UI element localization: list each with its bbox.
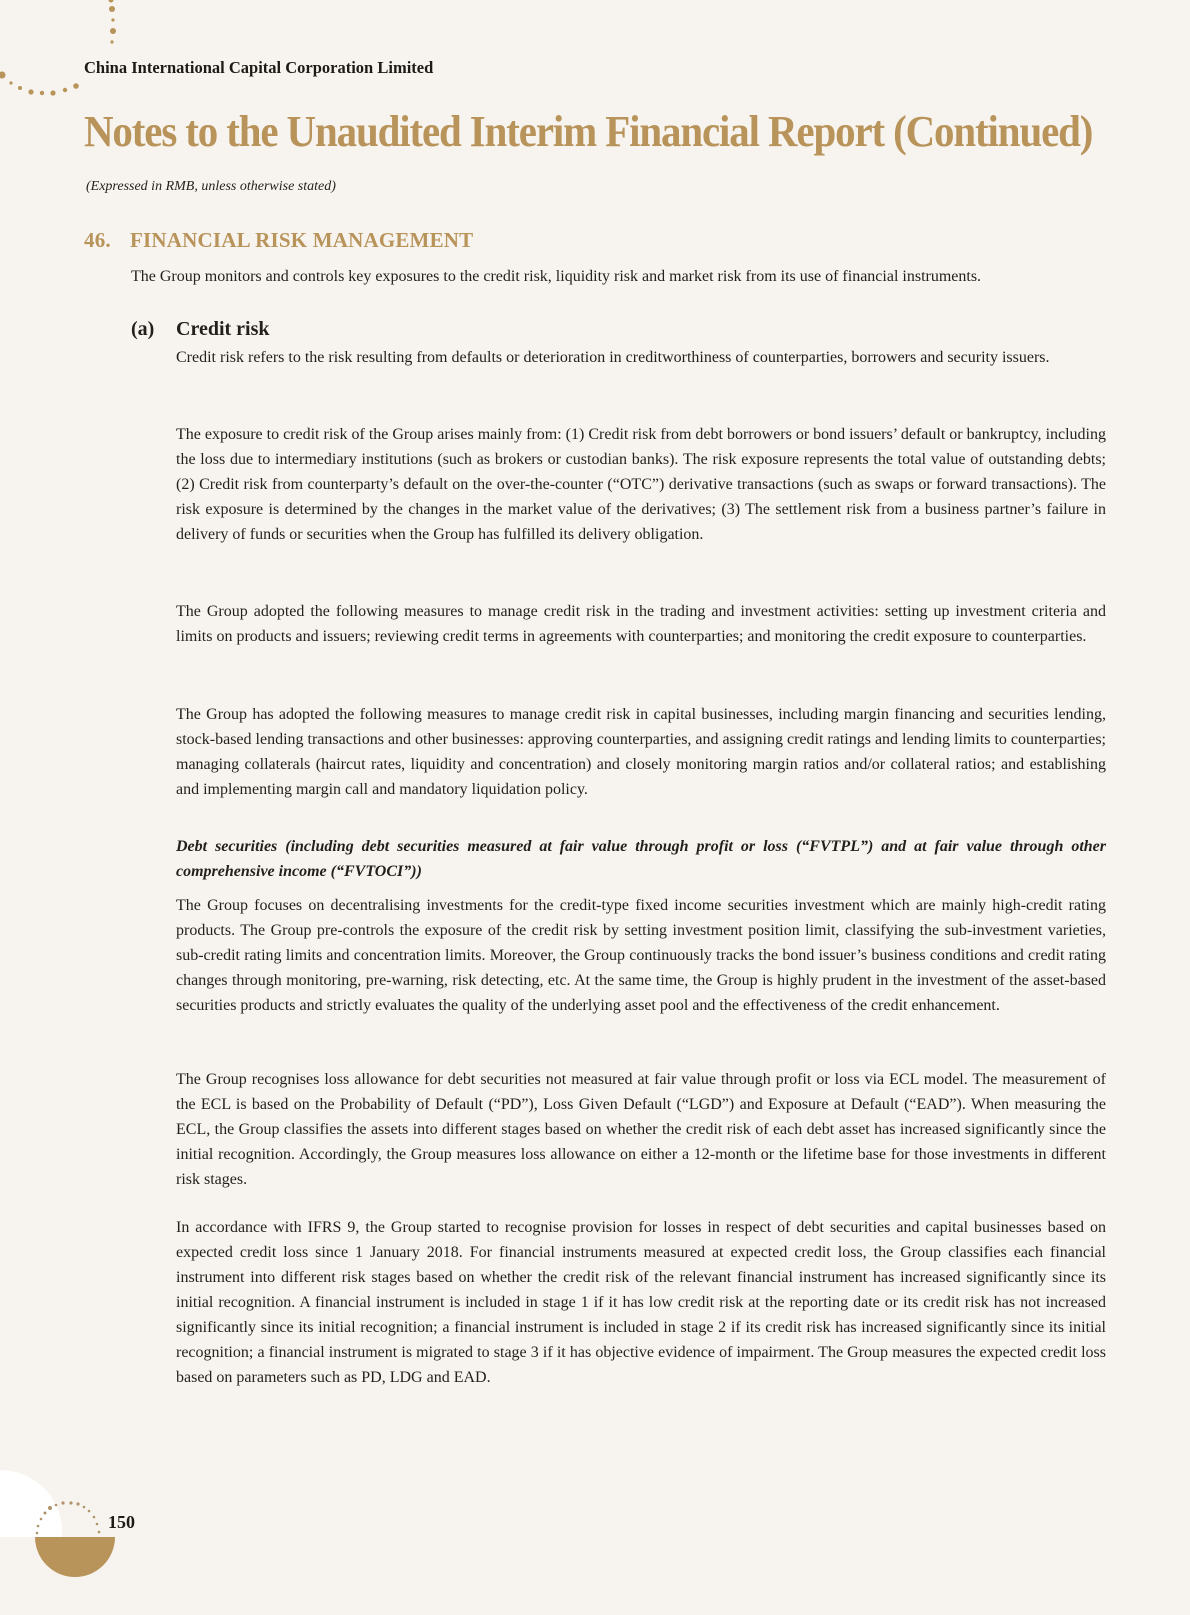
decorative-dots-icon [0,0,120,110]
section-intro: The Group monitors and controls key exposures to the credit risk, liquidity risk and market risk from its use of financial instruments. [131,268,982,285]
section-heading [84,228,473,253]
page-number: 150 [108,1512,135,1532]
section-title: FINANCIAL RISK MANAGEMENT [130,228,474,252]
subsection-title: Credit risk [176,318,270,340]
paragraph: Credit risk refers to the risk resulting from defaults or deterioration in creditworthiness of counterparties, borrowers and security issuers. [176,349,1050,366]
paragraph: The Group focuses on decentralising investments for the credit-type fixed income securities investment which are mainly high-credit rating products. The Group pre-controls the exposure of the credit risk by setting investment position limit, classifying the sub-investment varieties, sub-credit rating limits and concentration limits. Moreover, the Group continuously tracks the bond issuer’s business conditions and credit rating changes through monitoring, pre-warning, risk detecting, etc. At the same time, the Group is highly prudent in the investment of the asset-based securities products and strictly evaluates the quality of the underlying asset pool and the effectiveness of the credit enhancement. [176,897,1106,1014]
paragraph: The Group recognises loss allowance for debt securities not measured at fair value through profit or loss via ECL model. The measurement of the ECL is based on the Probability of Default (“PD”), Loss Given Default (“LGD”) and Exposure at Default (“EAD”). When measuring the ECL, the Group classifies the assets into different stages based on whether the credit risk of each debt asset has increased significantly since the initial recognition. Accordingly, the Group measures loss allowance on either a 12-month or the lifetime base for those investments in different risk stages. [176,1071,1106,1188]
page-subtitle: (Expressed in RMB, unless otherwise stated) [86,179,336,194]
subsection-heading [131,318,270,341]
section-number: 46. [84,228,111,252]
debt-securities-heading: Debt securities (including debt securities measured at fair value through profit or loss (“FVTPL”) and at fair value through other comprehensive income (“FVTOCI”)) [176,838,1106,880]
paragraph: The Group adopted the following measures to manage credit risk in the trading and investment activities: setting up investment criteria and limits on products and issuers; reviewing credit terms in agreements with counterparties; and monitoring the credit exposure to counterparties. [176,603,1106,645]
page-title: Notes to the Unaudited Interim Financial Report (Continued) [84,107,1093,156]
paragraph: In accordance with IFRS 9, the Group started to recognise provision for losses in respect of debt securities and capital businesses based on expected credit loss since 1 January 2018. For financial instruments measured at expected credit loss, the Group classifies each financial instrument into different risk stages based on whether the credit risk of the relevant financial instrument has increased significantly since its initial recognition. A financial instrument is included in stage 1 if it has low credit risk at the reporting date or its credit risk has not increased significantly since its initial recognition; a financial instrument is included in stage 2 if its credit risk has increased significantly since its initial recognition; a financial instrument is migrated to stage 3 if it has objective evidence of impairment. The Group measures the expected credit loss based on parameters such as PD, LDG and EAD. [176,1219,1106,1386]
paragraph: The Group has adopted the following measures to manage credit risk in capital businesses, including margin financing and securities lending, stock-based lending transactions and other businesses: approving counterparties, and assigning credit ratings and lending limits to counterparties; managing collaterals (haircut rates, liquidity and concentration) and closely monitoring margin ratios and/or collateral ratios; and establishing and implementing margin call and mandatory liquidation policy. [176,706,1106,798]
paragraph: The exposure to credit risk of the Group arises mainly from: (1) Credit risk from debt borrowers or bond issuers’ default or bankruptcy, including the loss due to intermediary institutions (such as brokers or custodian banks). The risk exposure represents the total value of outstanding debts; (2) Credit risk from counterparty’s default on the over-the-counter (“OTC”) derivative transactions (such as swaps or forward transactions). The risk exposure is determined by the changes in the market value of the derivatives; (3) The settlement risk from a business partner’s failure in delivery of funds or securities when the Group has fulfilled its delivery obligation. [176,426,1106,543]
company-name: China International Capital Corporation Limited [84,58,434,77]
page-emblem-icon [0,1470,130,1615]
subsection-number: (a) [131,318,155,340]
